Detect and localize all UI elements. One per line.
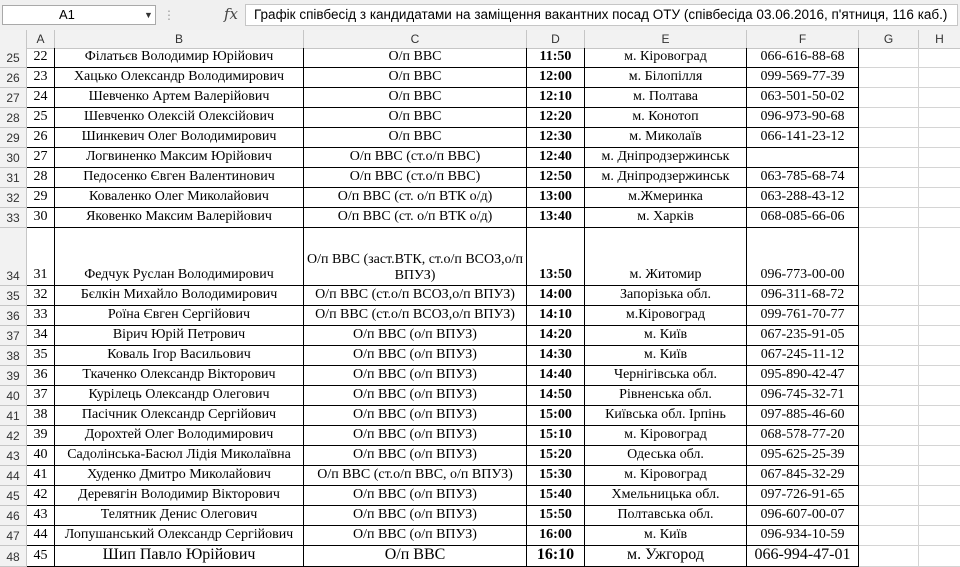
cell-position[interactable]: О/п ВВС (о/п ВПУЗ) bbox=[304, 526, 527, 546]
cell-position[interactable]: О/п ВВС bbox=[304, 108, 527, 128]
table-row bbox=[0, 506, 960, 526]
row-header[interactable]: 40 bbox=[0, 386, 27, 406]
cell-phone[interactable]: 068-085-66-06 bbox=[747, 208, 859, 228]
column-header-h[interactable]: H bbox=[935, 32, 944, 46]
cell-number[interactable]: 44 bbox=[27, 526, 55, 546]
cell-place[interactable]: м.Жмеринка bbox=[585, 188, 747, 208]
cell-phone[interactable]: 063-785-68-74 bbox=[747, 168, 859, 188]
cell-phone[interactable]: 097-726-91-65 bbox=[747, 486, 859, 506]
column-header-g[interactable]: G bbox=[859, 30, 919, 48]
table-row bbox=[0, 286, 960, 306]
row-header[interactable]: 44 bbox=[0, 466, 27, 486]
cell-name[interactable]: Лопушанський Олександр Сергійович bbox=[55, 526, 304, 546]
cell-empty-h[interactable] bbox=[919, 128, 960, 148]
name-box[interactable]: A1 bbox=[2, 5, 156, 25]
cell-time[interactable]: 12:50 bbox=[527, 168, 585, 188]
cell-phone[interactable]: 063-501-50-02 bbox=[747, 88, 859, 108]
cell-number[interactable]: 37 bbox=[27, 386, 55, 406]
cell-name[interactable]: Бєлкін Михайло Володимирович bbox=[55, 286, 304, 306]
cell-empty-g[interactable] bbox=[859, 326, 919, 346]
cell-place[interactable]: Рівненська обл. bbox=[585, 386, 747, 406]
cell-empty-g[interactable] bbox=[859, 108, 919, 128]
cell-time[interactable]: 14:20 bbox=[527, 326, 585, 346]
cell-place[interactable]: м. Київ bbox=[585, 346, 747, 366]
cell-empty-h[interactable] bbox=[919, 406, 960, 426]
cell-place[interactable]: м. Дніпродзержинськ bbox=[585, 148, 747, 168]
cell-time[interactable]: 15:10 bbox=[527, 426, 585, 446]
row-header[interactable]: 31 bbox=[0, 168, 27, 188]
cell-name[interactable]: Пасічник Олександр Сергійович bbox=[55, 406, 304, 426]
cell-place[interactable]: м. Білопілля bbox=[585, 68, 747, 88]
cell-phone[interactable]: 067-235-91-05 bbox=[747, 326, 859, 346]
cell-number[interactable]: 40 bbox=[27, 446, 55, 466]
cell-empty-g[interactable] bbox=[859, 306, 919, 326]
table-row bbox=[0, 108, 960, 128]
table-row bbox=[0, 406, 960, 426]
cell-time[interactable]: 13:40 bbox=[527, 208, 585, 228]
cell-name[interactable]: Федчук Руслан Володимирович bbox=[55, 228, 304, 286]
cell-position[interactable]: О/п ВВС (о/п ВПУЗ) bbox=[304, 406, 527, 426]
cell-phone[interactable]: 066-141-23-12 bbox=[747, 128, 859, 148]
cell-empty-g[interactable] bbox=[859, 88, 919, 108]
cell-number[interactable]: 22 bbox=[27, 48, 55, 68]
cell-phone[interactable]: 096-745-32-71 bbox=[747, 386, 859, 406]
row-header[interactable]: 35 bbox=[0, 286, 27, 306]
cell-place[interactable]: м. Київ bbox=[585, 326, 747, 346]
cell-place[interactable]: м. Житомир bbox=[585, 228, 747, 286]
column-header-e[interactable]: E bbox=[585, 30, 747, 48]
cell-time[interactable]: 12:30 bbox=[527, 128, 585, 148]
cell-time[interactable]: 14:50 bbox=[527, 386, 585, 406]
cell-phone[interactable]: 099-761-70-77 bbox=[747, 306, 859, 326]
cell-time[interactable]: 12:00 bbox=[527, 68, 585, 88]
cell-phone[interactable] bbox=[747, 148, 859, 168]
cell-number[interactable]: 26 bbox=[27, 128, 55, 148]
cell-position[interactable]: О/п ВВС (о/п ВПУЗ) bbox=[304, 366, 527, 386]
cell-time[interactable]: 15:40 bbox=[527, 486, 585, 506]
cell-phone[interactable]: 066-616-88-68 bbox=[747, 48, 859, 68]
cell-empty-h[interactable] bbox=[919, 88, 960, 108]
cell-position[interactable]: О/п ВВС (о/п ВПУЗ) bbox=[304, 326, 527, 346]
cell-place[interactable]: м.Кіровоград bbox=[585, 306, 747, 326]
table-row bbox=[0, 426, 960, 446]
cell-empty-g[interactable] bbox=[859, 188, 919, 208]
cell-number[interactable]: 27 bbox=[27, 148, 55, 168]
formula-bar-divider-icon: ⋮ bbox=[163, 8, 175, 22]
cell-number[interactable]: 31 bbox=[27, 228, 55, 286]
cell-empty-g[interactable] bbox=[859, 406, 919, 426]
cell-time[interactable]: 11:50 bbox=[527, 48, 585, 68]
cell-name[interactable]: Худенко Дмитро Миколайович bbox=[55, 466, 304, 486]
cell-number[interactable]: 30 bbox=[27, 208, 55, 228]
cell-empty-h[interactable] bbox=[919, 188, 960, 208]
cell-phone[interactable]: 096-973-90-68 bbox=[747, 108, 859, 128]
cell-name[interactable]: Шевченко Артем Валерійович bbox=[55, 88, 304, 108]
cell-time[interactable]: 12:10 bbox=[527, 88, 585, 108]
row-header[interactable]: 26 bbox=[0, 68, 27, 88]
cell-empty-g[interactable] bbox=[859, 48, 919, 68]
row-header[interactable]: 42 bbox=[0, 426, 27, 446]
row-header[interactable]: 39 bbox=[0, 366, 27, 386]
cell-position[interactable]: О/п ВВС (ст. о/п ВТК о/д) bbox=[304, 208, 527, 228]
row-header[interactable]: 29 bbox=[0, 128, 27, 148]
cell-name[interactable]: Коваленко Олег Миколайович bbox=[55, 188, 304, 208]
cell-place[interactable]: Полтавська обл. bbox=[585, 506, 747, 526]
cell-time[interactable]: 16:00 bbox=[527, 526, 585, 546]
cell-empty-h[interactable] bbox=[919, 386, 960, 406]
cell-phone[interactable]: 095-625-25-39 bbox=[747, 446, 859, 466]
cell-phone[interactable]: 067-845-32-29 bbox=[747, 466, 859, 486]
table-row bbox=[0, 526, 960, 546]
cell-empty-g[interactable] bbox=[859, 208, 919, 228]
cell-place[interactable]: Чернігівська обл. bbox=[585, 366, 747, 386]
cell-number[interactable]: 36 bbox=[27, 366, 55, 386]
row-header[interactable]: 30 bbox=[0, 148, 27, 168]
cell-empty-h[interactable] bbox=[919, 168, 960, 188]
cell-phone[interactable]: 066-994-47-01 bbox=[747, 546, 859, 567]
cell-number[interactable]: 33 bbox=[27, 306, 55, 326]
row-header[interactable]: 45 bbox=[0, 486, 27, 506]
cell-empty-h[interactable] bbox=[919, 148, 960, 168]
cell-position[interactable]: О/п ВВС (о/п ВПУЗ) bbox=[304, 426, 527, 446]
table-row bbox=[0, 446, 960, 466]
cell-number[interactable]: 29 bbox=[27, 188, 55, 208]
cell-place[interactable]: Одеська обл. bbox=[585, 446, 747, 466]
cell-name[interactable]: Шинкевич Олег Володимирович bbox=[55, 128, 304, 148]
cell-empty-g[interactable] bbox=[859, 68, 919, 88]
cell-empty-h[interactable] bbox=[919, 108, 960, 128]
cell-empty-h[interactable] bbox=[919, 466, 960, 486]
table-row bbox=[0, 128, 960, 148]
cell-position[interactable]: О/п ВВС (о/п ВПУЗ) bbox=[304, 446, 527, 466]
cell-number[interactable]: 35 bbox=[27, 346, 55, 366]
cell-time[interactable]: 14:10 bbox=[527, 306, 585, 326]
cell-number[interactable]: 23 bbox=[27, 68, 55, 88]
cell-empty-h[interactable] bbox=[919, 306, 960, 326]
cell-phone[interactable]: 099-569-77-39 bbox=[747, 68, 859, 88]
cell-number[interactable]: 41 bbox=[27, 466, 55, 486]
cell-place[interactable]: Запорізька обл. bbox=[585, 286, 747, 306]
row-header[interactable]: 25 bbox=[0, 48, 27, 68]
cell-empty-g[interactable] bbox=[859, 168, 919, 188]
cell-name[interactable]: Дорохтей Олег Володимирович bbox=[55, 426, 304, 446]
cell-empty-g[interactable] bbox=[859, 506, 919, 526]
cell-name[interactable]: Роїна Євген Сергійович bbox=[55, 306, 304, 326]
cell-name[interactable]: Курілець Олександр Олегович bbox=[55, 386, 304, 406]
cell-name[interactable]: Вірич Юрій Петрович bbox=[55, 326, 304, 346]
cell-time[interactable]: 15:30 bbox=[527, 466, 585, 486]
cell-phone[interactable]: 096-773-00-00 bbox=[747, 228, 859, 286]
cell-empty-g[interactable] bbox=[859, 386, 919, 406]
table-row bbox=[0, 306, 960, 326]
column-header-c[interactable]: C bbox=[304, 30, 527, 48]
cell-position[interactable]: О/п ВВС bbox=[304, 48, 527, 68]
cell-place[interactable]: м. Дніпродзержинськ bbox=[585, 168, 747, 188]
cell-phone[interactable]: 096-934-10-59 bbox=[747, 526, 859, 546]
chevron-down-icon[interactable]: ▼ bbox=[144, 10, 153, 20]
column-header-f[interactable]: F bbox=[747, 30, 859, 48]
cell-name[interactable]: Коваль Ігор Васильович bbox=[55, 346, 304, 366]
cell-empty-h[interactable] bbox=[919, 366, 960, 386]
cell-position[interactable]: О/п ВВС (о/п ВПУЗ) bbox=[304, 386, 527, 406]
cell-phone[interactable]: 096-311-68-72 bbox=[747, 286, 859, 306]
cell-position[interactable]: О/п ВВС (о/п ВПУЗ) bbox=[304, 346, 527, 366]
formula-input[interactable]: Графік співбесід з кандидатами на заміщення вакантних посад ОТУ (співбесіда 03.06.2016, п'ятниця, 116 каб.) bbox=[245, 4, 958, 26]
table-row bbox=[0, 188, 960, 208]
cell-empty-g[interactable] bbox=[859, 426, 919, 446]
select-all-corner[interactable] bbox=[0, 30, 27, 48]
cell-name[interactable]: Шевченко Олексій Олексійович bbox=[55, 108, 304, 128]
cell-empty-h[interactable] bbox=[919, 426, 960, 446]
row-header[interactable]: 28 bbox=[0, 108, 27, 128]
cell-place[interactable]: м. Харків bbox=[585, 208, 747, 228]
cell-time[interactable]: 13:00 bbox=[527, 188, 585, 208]
cell-position[interactable]: О/п ВВС (ст.о/п ВВС, о/п ВПУЗ) bbox=[304, 466, 527, 486]
cell-empty-h[interactable] bbox=[919, 228, 960, 286]
cell-number[interactable]: 28 bbox=[27, 168, 55, 188]
cell-position[interactable]: О/п ВВС bbox=[304, 546, 527, 567]
cell-number[interactable]: 42 bbox=[27, 486, 55, 506]
cell-number[interactable]: 38 bbox=[27, 406, 55, 426]
cell-time[interactable]: 12:20 bbox=[527, 108, 585, 128]
cell-time[interactable]: 12:40 bbox=[527, 148, 585, 168]
cell-empty-g[interactable] bbox=[859, 446, 919, 466]
cell-place[interactable]: Хмельницька обл. bbox=[585, 486, 747, 506]
cell-phone[interactable]: 068-578-77-20 bbox=[747, 426, 859, 446]
cell-time[interactable]: 15:20 bbox=[527, 446, 585, 466]
cell-phone[interactable]: 095-890-42-47 bbox=[747, 366, 859, 386]
cell-position[interactable]: О/п ВВС (ст.о/п ВСОЗ,о/п ВПУЗ) bbox=[304, 306, 527, 326]
table-row bbox=[0, 386, 960, 406]
cell-time[interactable]: 15:50 bbox=[527, 506, 585, 526]
cell-phone[interactable]: 097-885-46-60 bbox=[747, 406, 859, 426]
cell-empty-g[interactable] bbox=[859, 486, 919, 506]
cell-empty-h[interactable] bbox=[919, 346, 960, 366]
row-header[interactable]: 27 bbox=[0, 88, 27, 108]
cell-empty-g[interactable] bbox=[859, 228, 919, 286]
cell-position[interactable]: О/п ВВС (ст.о/п ВВС) bbox=[304, 148, 527, 168]
row-header[interactable]: 41 bbox=[0, 406, 27, 426]
cell-number[interactable]: 25 bbox=[27, 108, 55, 128]
cell-place[interactable]: м. Миколаїв bbox=[585, 128, 747, 148]
row-header[interactable]: 48 bbox=[0, 546, 27, 567]
cell-empty-h[interactable] bbox=[919, 208, 960, 228]
table-row bbox=[0, 326, 960, 346]
cell-number[interactable]: 34 bbox=[27, 326, 55, 346]
cell-place[interactable]: м. Полтава bbox=[585, 88, 747, 108]
cell-empty-h[interactable] bbox=[919, 68, 960, 88]
cell-number[interactable]: 32 bbox=[27, 286, 55, 306]
table-row bbox=[0, 148, 960, 168]
cell-place[interactable]: м. Кіровоград bbox=[585, 426, 747, 446]
cell-number[interactable]: 24 bbox=[27, 88, 55, 108]
cell-phone[interactable]: 063-288-43-12 bbox=[747, 188, 859, 208]
cell-number[interactable]: 39 bbox=[27, 426, 55, 446]
cell-empty-g[interactable] bbox=[859, 466, 919, 486]
cell-name[interactable]: Яковенко Максим Валерійович bbox=[55, 208, 304, 228]
cell-name[interactable]: Ткаченко Олександр Вікторович bbox=[55, 366, 304, 386]
table-row bbox=[0, 88, 960, 108]
cell-phone[interactable]: 096-607-00-07 bbox=[747, 506, 859, 526]
row-header[interactable]: 36 bbox=[0, 306, 27, 326]
column-header-b[interactable]: B bbox=[55, 30, 304, 48]
cell-empty-g[interactable] bbox=[859, 546, 919, 567]
table-row bbox=[0, 366, 960, 386]
column-headers bbox=[0, 30, 960, 49]
table-row bbox=[0, 208, 960, 228]
cell-empty-g[interactable] bbox=[859, 346, 919, 366]
cell-empty-h[interactable] bbox=[919, 326, 960, 346]
table-row bbox=[0, 486, 960, 506]
cell-place[interactable]: м. Ужгород bbox=[585, 546, 747, 567]
cell-position[interactable]: О/п ВВС bbox=[304, 68, 527, 88]
cell-time[interactable]: 14:00 bbox=[527, 286, 585, 306]
table-row bbox=[0, 168, 960, 188]
insert-function-icon[interactable]: fx bbox=[224, 5, 239, 23]
row-header[interactable]: 43 bbox=[0, 446, 27, 466]
cell-empty-g[interactable] bbox=[859, 148, 919, 168]
table-row bbox=[0, 68, 960, 88]
cell-number[interactable]: 43 bbox=[27, 506, 55, 526]
table-row bbox=[0, 546, 960, 567]
row-header[interactable]: 47 bbox=[0, 526, 27, 546]
cell-time[interactable]: 15:00 bbox=[527, 406, 585, 426]
cell-empty-h[interactable] bbox=[919, 546, 960, 567]
cell-empty-h[interactable] bbox=[919, 506, 960, 526]
cell-number[interactable]: 45 bbox=[27, 546, 55, 567]
cell-place[interactable]: м. Конотоп bbox=[585, 108, 747, 128]
cell-empty-g[interactable] bbox=[859, 366, 919, 386]
cell-position[interactable]: О/п ВВС (о/п ВПУЗ) bbox=[304, 486, 527, 506]
cell-time[interactable]: 16:10 bbox=[527, 546, 585, 567]
table-row bbox=[0, 228, 960, 286]
cell-empty-h[interactable] bbox=[919, 48, 960, 68]
cell-name[interactable]: Деревягін Володимир Вікторович bbox=[55, 486, 304, 506]
cell-time[interactable]: 14:30 bbox=[527, 346, 585, 366]
cell-position[interactable]: О/п ВВС (ст.о/п ВВС) bbox=[304, 168, 527, 188]
cell-empty-g[interactable] bbox=[859, 526, 919, 546]
cell-position[interactable]: О/п ВВС bbox=[304, 128, 527, 148]
cell-position[interactable]: О/п ВВС (о/п ВПУЗ) bbox=[304, 506, 527, 526]
cell-place[interactable]: Київська обл. Ірпінь bbox=[585, 406, 747, 426]
row-header[interactable]: 32 bbox=[0, 188, 27, 208]
table-row bbox=[0, 346, 960, 366]
cell-name[interactable]: Шип Павло Юрійович bbox=[55, 546, 304, 567]
cell-name[interactable]: Садолінська-Басюл Лідія Миколаївна bbox=[55, 446, 304, 466]
cell-name[interactable]: Телятник Денис Олегович bbox=[55, 506, 304, 526]
cell-empty-h[interactable] bbox=[919, 526, 960, 546]
cell-position[interactable]: О/п ВВС (заст.ВТК, ст.о/п ВСОЗ,о/п ВПУЗ) bbox=[304, 228, 527, 286]
row-header[interactable]: 38 bbox=[0, 346, 27, 366]
row-header[interactable]: 34 bbox=[0, 228, 27, 286]
row-header[interactable]: 33 bbox=[0, 208, 27, 228]
table-row bbox=[0, 48, 960, 68]
table-row bbox=[0, 466, 960, 486]
cell-empty-h[interactable] bbox=[919, 446, 960, 466]
cell-empty-h[interactable] bbox=[919, 286, 960, 306]
cell-position[interactable]: О/п ВВС (ст.о/п ВСОЗ,о/п ВПУЗ) bbox=[304, 286, 527, 306]
row-header[interactable]: 46 bbox=[0, 506, 27, 526]
cell-name[interactable]: Педосенко Євген Валентинович bbox=[55, 168, 304, 188]
cell-position[interactable]: О/п ВВС bbox=[304, 88, 527, 108]
cell-empty-g[interactable] bbox=[859, 128, 919, 148]
cell-empty-g[interactable] bbox=[859, 286, 919, 306]
column-header-a[interactable]: A bbox=[27, 30, 55, 48]
cell-phone[interactable]: 067-245-11-12 bbox=[747, 346, 859, 366]
cell-empty-h[interactable] bbox=[919, 486, 960, 506]
cell-place[interactable]: м. Кіровоград bbox=[585, 466, 747, 486]
cell-position[interactable]: О/п ВВС (ст. о/п ВТК о/д) bbox=[304, 188, 527, 208]
cell-time[interactable]: 13:50 bbox=[527, 228, 585, 286]
cell-name[interactable]: Логвиненко Максим Юрійович bbox=[55, 148, 304, 168]
cell-place[interactable]: м. Кіровоград bbox=[585, 48, 747, 68]
cell-name[interactable]: Філатьєв Володимир Юрійович bbox=[55, 48, 304, 68]
column-header-d[interactable]: D bbox=[527, 30, 585, 48]
row-header[interactable]: 37 bbox=[0, 326, 27, 346]
cell-place[interactable]: м. Київ bbox=[585, 526, 747, 546]
cell-name[interactable]: Хацько Олександр Володимирович bbox=[55, 68, 304, 88]
formula-bar bbox=[0, 0, 960, 31]
cell-time[interactable]: 14:40 bbox=[527, 366, 585, 386]
